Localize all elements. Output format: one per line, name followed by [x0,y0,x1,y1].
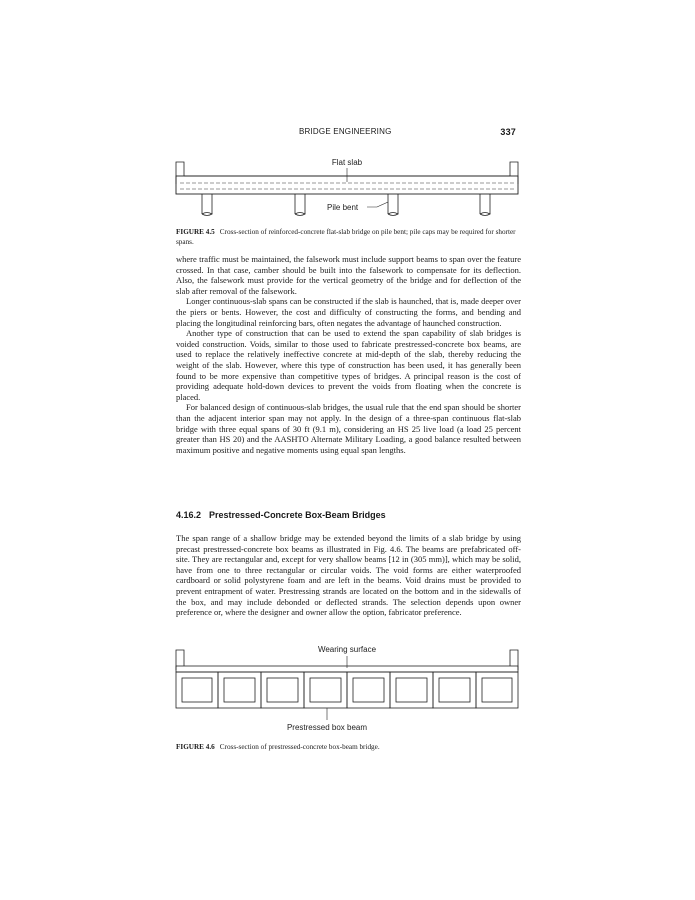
page-number: 337 [500,127,516,137]
pile-break [295,213,305,216]
figure-4-6-caption-text: Cross-section of prestressed-concrete box-beam bridge. [219,743,380,751]
figure-4-5-caption-label: FIGURE 4.5 [176,228,215,236]
box-beam [304,672,347,708]
body-text-lower [176,533,521,618]
figure-4-5-diagram [172,150,522,228]
paragraph: Another type of construction that can be used to extend the span capability of slab bridges is voided construction. Voids, similar to those used to fabricate prestressed-concrete box beams, are used to replace the relatively ineffective concrete at mid-depth of the slab, thereby reducing the weight of the slab. However, where this type of construction has been used, it has generally been found to be more expensive than competitive types of bridges. A principal reason is the cost of providing adequate hold-down devices to prevent the voids from floating when the concrete is placed. [176,328,521,402]
running-title: BRIDGE ENGINEERING [299,127,392,136]
pile [480,194,490,214]
paragraph: For balanced design of continuous-slab bridges, the usual rule that the end span should be shorter than the adjacent interior span may not apply. In the design of a three-span continuous flat-slab bridge with three equal spans of 30 ft (9.1 m), considering an HS 25 live load (a load 25 percent greater than HS 20) and the AASHTO Alternate Military Loading, a good balance resulted between maximum positive and negative moments using equal span lengths. [176,402,521,455]
paragraph: The span range of a shallow bridge may be extended beyond the limits of a slab bridge by using precast prestressed-concrete box beams as illustrated in Fig. 4.6. The beams are prefabricated off-site. They are rectangular and, except for very shallow beams [12 in (305 mm)], which may be solid, have from one to three rectangular or circular voids. The void forms are either waterproofed cardboard or solid polystyrene foam and are left in the beams. Void drains must be provided to prevent entrapment of water. Prestressing strands are located on the bottom and in the sidewalls of the box, and may include debonded or deflected strands. The selection depends upon owner preference or, where the designer and owner allow the option, fabricator preference. [176,533,521,618]
pile-break [202,213,212,216]
flat-slab-cross-section [172,150,522,228]
section-title: Prestressed-Concrete Box-Beam Bridges [209,510,386,520]
left-parapet [176,162,184,184]
box-beam-cross-section [172,640,522,736]
pile [388,194,398,214]
figure-4-6-caption [176,742,521,752]
figure-4-5-caption [176,227,521,247]
label-pile-bent: Pile bent [327,203,359,212]
section-number: 4.16.2 [176,510,202,520]
pile [295,194,305,214]
figure-4-5-caption-text: Cross-section of reinforced-concrete flat-slab bridge on pile bent; pile caps may be required for shorter spans. [176,228,516,246]
beam-void [267,678,298,702]
figure-4-6-caption-label: FIGURE 4.6 [176,743,215,751]
label-box-beam: Prestressed box beam [286,723,368,732]
beam-void [310,678,341,702]
beam-void [353,678,384,702]
paragraph: where traffic must be maintained, the falsework must include support beams to span over the feature crossed. In that case, camber should be built into the falsework to compensate for its deflection. Also, the falsework must provide for the vertical geometry of the bridge and for deflection of the slab after removal of the falsework. [176,254,521,296]
box-beam [390,672,433,708]
running-header [176,127,516,139]
beam-void [482,678,512,702]
beam-void [396,678,427,702]
beam-void [224,678,255,702]
label-flat-slab: Flat slab [331,158,363,167]
box-beam [261,672,304,708]
label-wearing-surface: Wearing surface [317,645,377,654]
figure-4-6-diagram [172,640,522,736]
box-beam [433,672,476,708]
body-text-upper [176,254,521,455]
pile-break [480,213,490,216]
right-parapet [510,650,518,670]
paragraph: Longer continuous-slab spans can be constructed if the slab is haunched, that is, made deeper over the piers or bents. However, the cost and difficulty of constructing the forms, and bending and placing the longitudinal reinforcing bars, often negates the advantage of haunched construction. [176,296,521,328]
box-beam [347,672,390,708]
section-heading [176,510,521,520]
box-beams [176,672,518,708]
left-parapet [176,650,184,670]
right-parapet [510,162,518,184]
pile [202,194,212,214]
beam-void [439,678,470,702]
box-beam [218,672,261,708]
pile-break [388,213,398,216]
beam-void [182,678,212,702]
